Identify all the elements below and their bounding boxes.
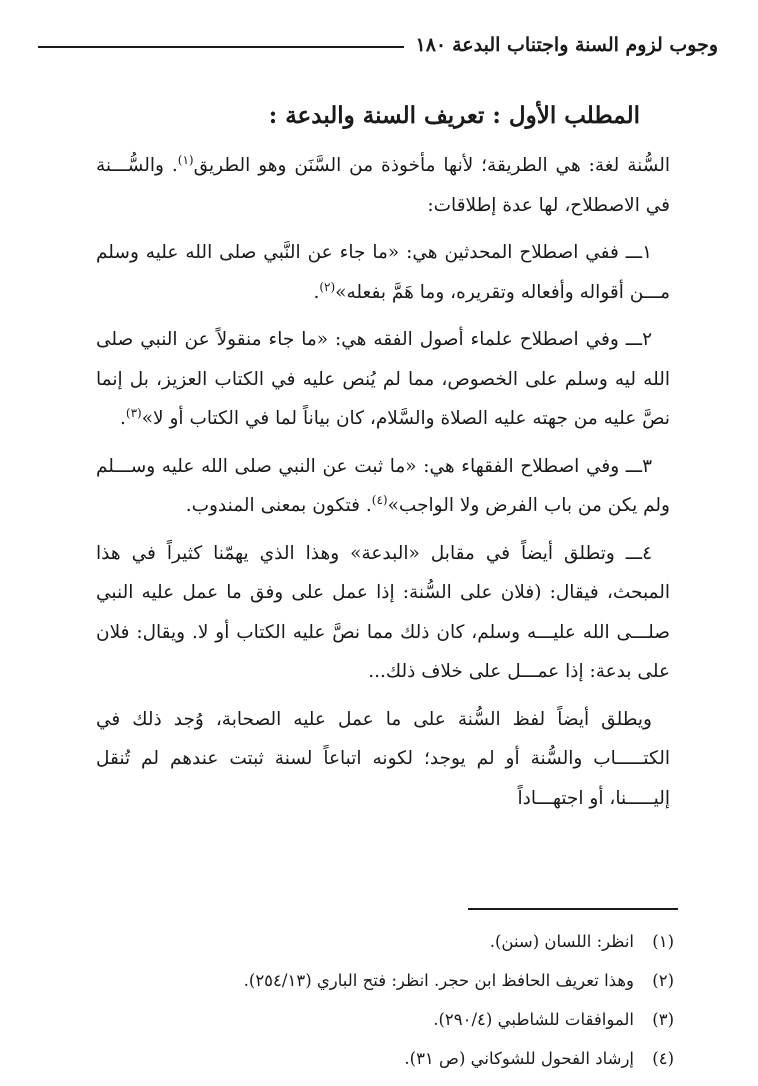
footnote-ref-4[interactable]: (٤) xyxy=(371,492,388,507)
paragraph-2: ١ـــ ففي اصطلاح المحدثين هي: «ما جاء عن النَّبي صلى الله عليه وسلم مـــن أقواله وأفعاله وتقريره، وما هَمَّ بفعله»$^{(٢)}$. xyxy=(96,242,670,303)
running-header-title: وجوب لزوم السنة واجتناب البدعة xyxy=(452,34,718,56)
page-number: ١٨٠ xyxy=(415,34,447,56)
footnote-ref-3[interactable]: (٣) xyxy=(125,405,142,420)
paragraph-3: ٢ـــ وفي اصطلاح علماء أصول الفقه هي: «ما جاء منقولاً عن النبي صلى الله ليه وسلم على الخصوص، مما لم يُنص عليه في الكتاب العزيز، بل إنما نصَّ عليه من جهته عليه الصلاة والسَّلام، كان بياناً لما في الكتاب أو لا»$^{(٣)}$. xyxy=(96,329,670,429)
section-heading: المطلب الأول : تعريف السنة والبدعة : xyxy=(268,102,640,129)
footnote-text: انظر: اللسان (سنن). xyxy=(489,932,634,951)
footnote-item xyxy=(60,1000,674,1039)
footnote-text: إرشاد الفحول للشوكاني (ص ٣١). xyxy=(404,1049,634,1068)
footnote-rule xyxy=(468,908,678,910)
footnote-item xyxy=(60,961,674,1000)
footnotes xyxy=(60,922,674,1078)
footnote-item xyxy=(60,1039,674,1078)
paragraph-1: السُّنة لغة: هي الطريقة؛ لأنها مأخوذة من السَّنَن وهو الطريق$^{(١)}$. والسُّـــنة في الاصطلاح، لها عدة إطلاقات: xyxy=(96,152,670,216)
footnote-ref-2[interactable]: (٢) xyxy=(319,279,336,294)
footnote-number: (١) xyxy=(652,932,674,951)
paragraph-4: ٣ـــ وفي اصطلاح الفقهاء هي: «ما ثبت عن النبي صلى الله عليه وســـلم ولم يكن من باب الفرض ولا الواجب»$^{(٤)}$. فتكون بمعنى المندوب. xyxy=(96,455,670,516)
footnote-text: الموافقات للشاطبي (٢٩٠/٤). xyxy=(433,1010,634,1029)
paragraph-6: ويطلق أيضاً لفظ السُّنة على ما عمل عليه الصحابة، وُجد ذلك في الكتـــــاب والسُّنة أو لم يوجد؛ لكونه اتباعاً لسنة ثبتت عندهم لم تُنقل إليـــــنا، أو اجتهـــاداً xyxy=(96,708,670,809)
header-rule xyxy=(38,46,404,48)
footnote-text: وهذا تعريف الحافظ ابن حجر. انظر: فتح الباري (٢٥٤/١٣). xyxy=(243,971,634,990)
footnote-number: (٢) xyxy=(652,971,674,990)
footnote-number: (٤) xyxy=(652,1049,674,1068)
footnote-item xyxy=(60,922,674,961)
footnote-ref-1[interactable]: (١) xyxy=(177,152,194,167)
paragraph-5: ٤ـــ وتطلق أيضاً في مقابل «البدعة» وهذا الذي يهمّنا كثيراً في هذا المبحث، فيقال: (فلان على السُّنة: إذا عمل على وفق ما عمل عليه النبي صلـــى الله عليـــه وسلم، كان ذلك مما نصَّ عليه الكتاب أو لا. ويقال: فلان على بدعة: إذا عمـــل على خلاف ذلك... xyxy=(96,542,670,682)
footnote-number: (٣) xyxy=(652,1010,674,1029)
running-header xyxy=(38,30,718,60)
body-text xyxy=(96,146,670,826)
